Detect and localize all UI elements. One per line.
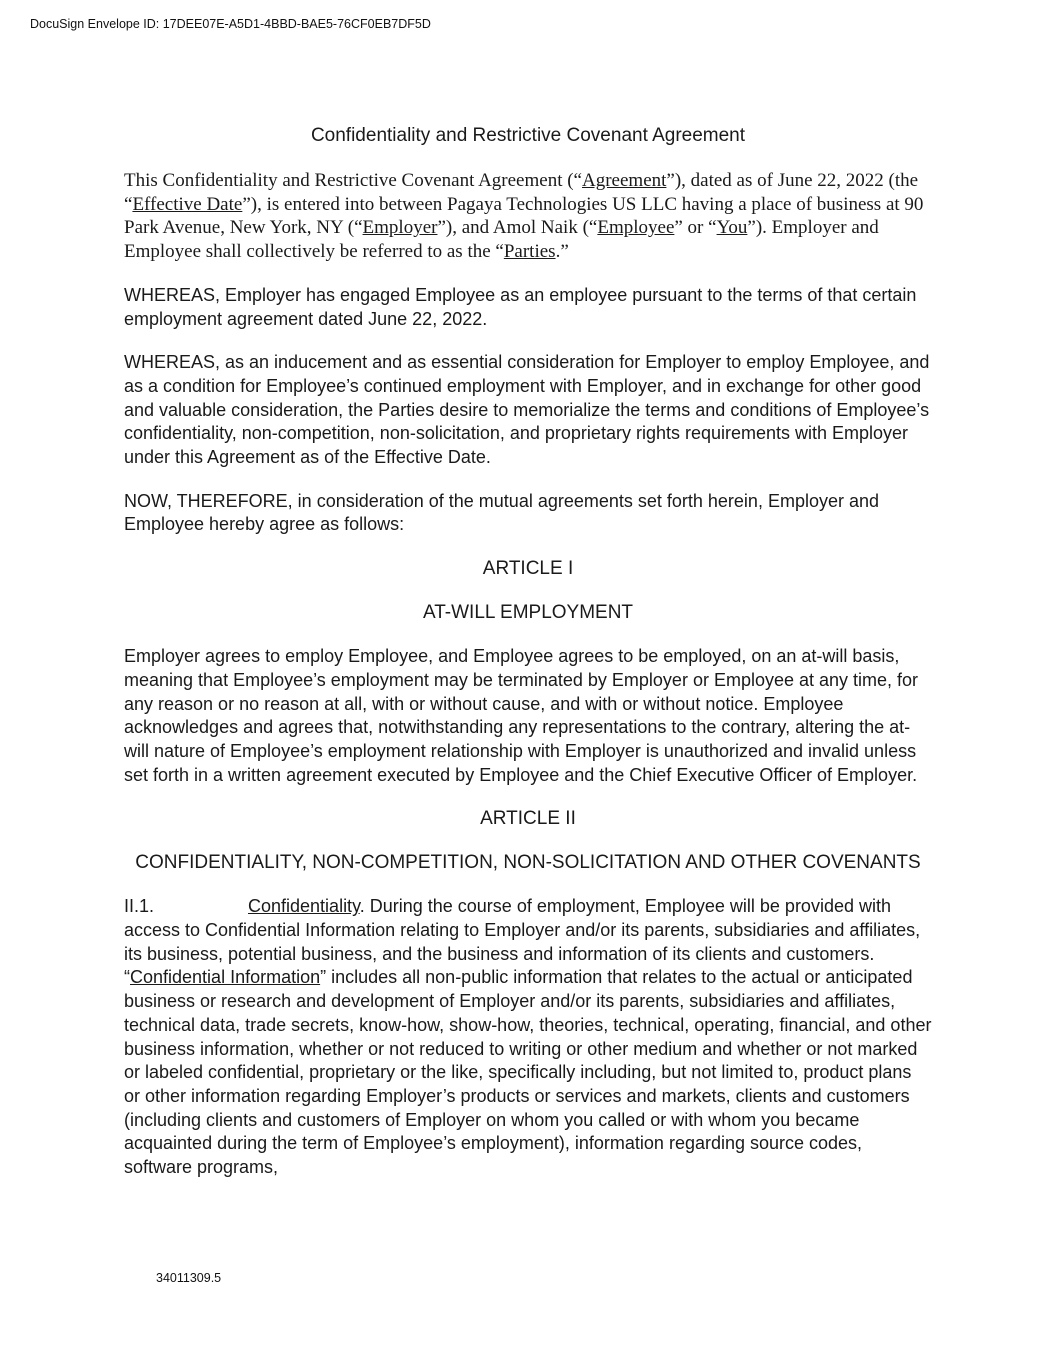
section-title-confidentiality: Confidentiality <box>248 896 360 917</box>
whereas-paragraph-2: WHEREAS, as an inducement and as essential consideration for Employer to employ Employee, and as a condition for Employee’s continued employment with Employer, and in exchange for other good and valuable consideration, the Parties desire to memorialize the terms and conditions of Employee’s confidentiality, non-competition, non-solicitation, and proprietary rights requirements with Employer under this Agreement as of the Effective Date. <box>124 352 930 468</box>
defined-term-confidential-information: Confidential Information <box>130 967 321 988</box>
section-text-1: . During the course of employment, Employee will be provided with access to Confidential Information relating to Employer and/or its parents, subsidiaries and affiliates, its business, potential business, and the business and information of its clients and customers. “ <box>124 896 921 988</box>
intro-text-5: ” or “ <box>674 217 717 239</box>
whereas-paragraph-1: WHEREAS, Employer has engaged Employee as an employee pursuant to the terms of that certain employment agreement dated June 22, 2022. <box>124 284 917 329</box>
defined-term-effective-date: Effective Date <box>132 193 243 215</box>
article-1-title: AT-WILL EMPLOYMENT <box>422 602 634 624</box>
defined-term-agreement: Agreement <box>582 170 667 191</box>
intro-text-3: ”), is entered into between Pagaya Technologies US LLC having a place of business at 90 Park Avenue, New York, NY (“ <box>124 193 924 239</box>
agreement-body <box>124 125 932 1200</box>
section-text-2: ” includes all non-public information that relates to the actual or anticipated business or research and development of Employer and/or its parents, subsidiaries and affiliates, technical data, trade secrets, know-how, show-how, theories, technical, operating, financial, and other business information, whether or not reduced to writing or other medium and whether or not marked or labeled confidential, proprietary or the like, specifically including, but not limited to, product plans or other information regarding Employer’s products or services and markets, clients and customers (including clients and customers of Employer on whom you called or with whom you became acquainted during the term of Employee’s employment), information regarding source codes, software programs, <box>124 967 932 1178</box>
article-1-label: ARTICLE I <box>482 558 574 580</box>
article-2-title: CONFIDENTIALITY, NON-COMPETITION, NON-SOLICITATION AND OTHER COVENANTS <box>135 852 921 874</box>
defined-term-parties: Parties <box>503 241 556 263</box>
section-2-1-paragraph <box>124 895 932 1179</box>
intro-text-6: ”). Employer and Employee shall collectively be referred to as the “ <box>124 217 879 263</box>
intro-paragraph <box>124 169 932 264</box>
article-2-label: ARTICLE II <box>480 808 576 830</box>
now-therefore-paragraph: NOW, THEREFORE, in consideration of the mutual agreements set forth herein, Employer and Employee hereby agree as follows: <box>124 490 880 535</box>
defined-term-you: You <box>716 217 748 239</box>
defined-term-employer: Employer <box>362 217 438 239</box>
intro-text-4: ”), and Amol Naik (“ <box>437 217 598 239</box>
intro-text-2: ”), dated as of June 22, 2022 (the “ <box>124 170 919 215</box>
document-number: 34011309.5 <box>156 1271 222 1285</box>
page-title: Confidentiality and Restrictive Covenant Agreement <box>310 125 746 146</box>
docusign-envelope-id: DocuSign Envelope ID: 17DEE07E-A5D1-4BBD-BAE5-76CF0EB7DF5D <box>30 17 431 31</box>
article-1-body: Employer agrees to employ Employee, and Employee agrees to be employed, on an at-will basis, meaning that Employee’s employment may be terminated by Employer or Employee at any time, for any reason or no reason at all, with or without cause, and with or without notice. Employee acknowledges and agrees that, notwithstanding any representations to the contrary, altering the at-will nature of Employee’s employment relationship with Employer is unauthorized and invalid unless set forth in a written agreement executed by Employee and the Chief Executive Officer of Employer. <box>124 646 919 785</box>
intro-text-7: .” <box>555 241 569 263</box>
section-number: II.1. <box>124 896 155 917</box>
intro-text-1: This Confidentiality and Restrictive Covenant Agreement (“ <box>124 170 582 191</box>
defined-term-employee: Employee <box>597 217 675 239</box>
